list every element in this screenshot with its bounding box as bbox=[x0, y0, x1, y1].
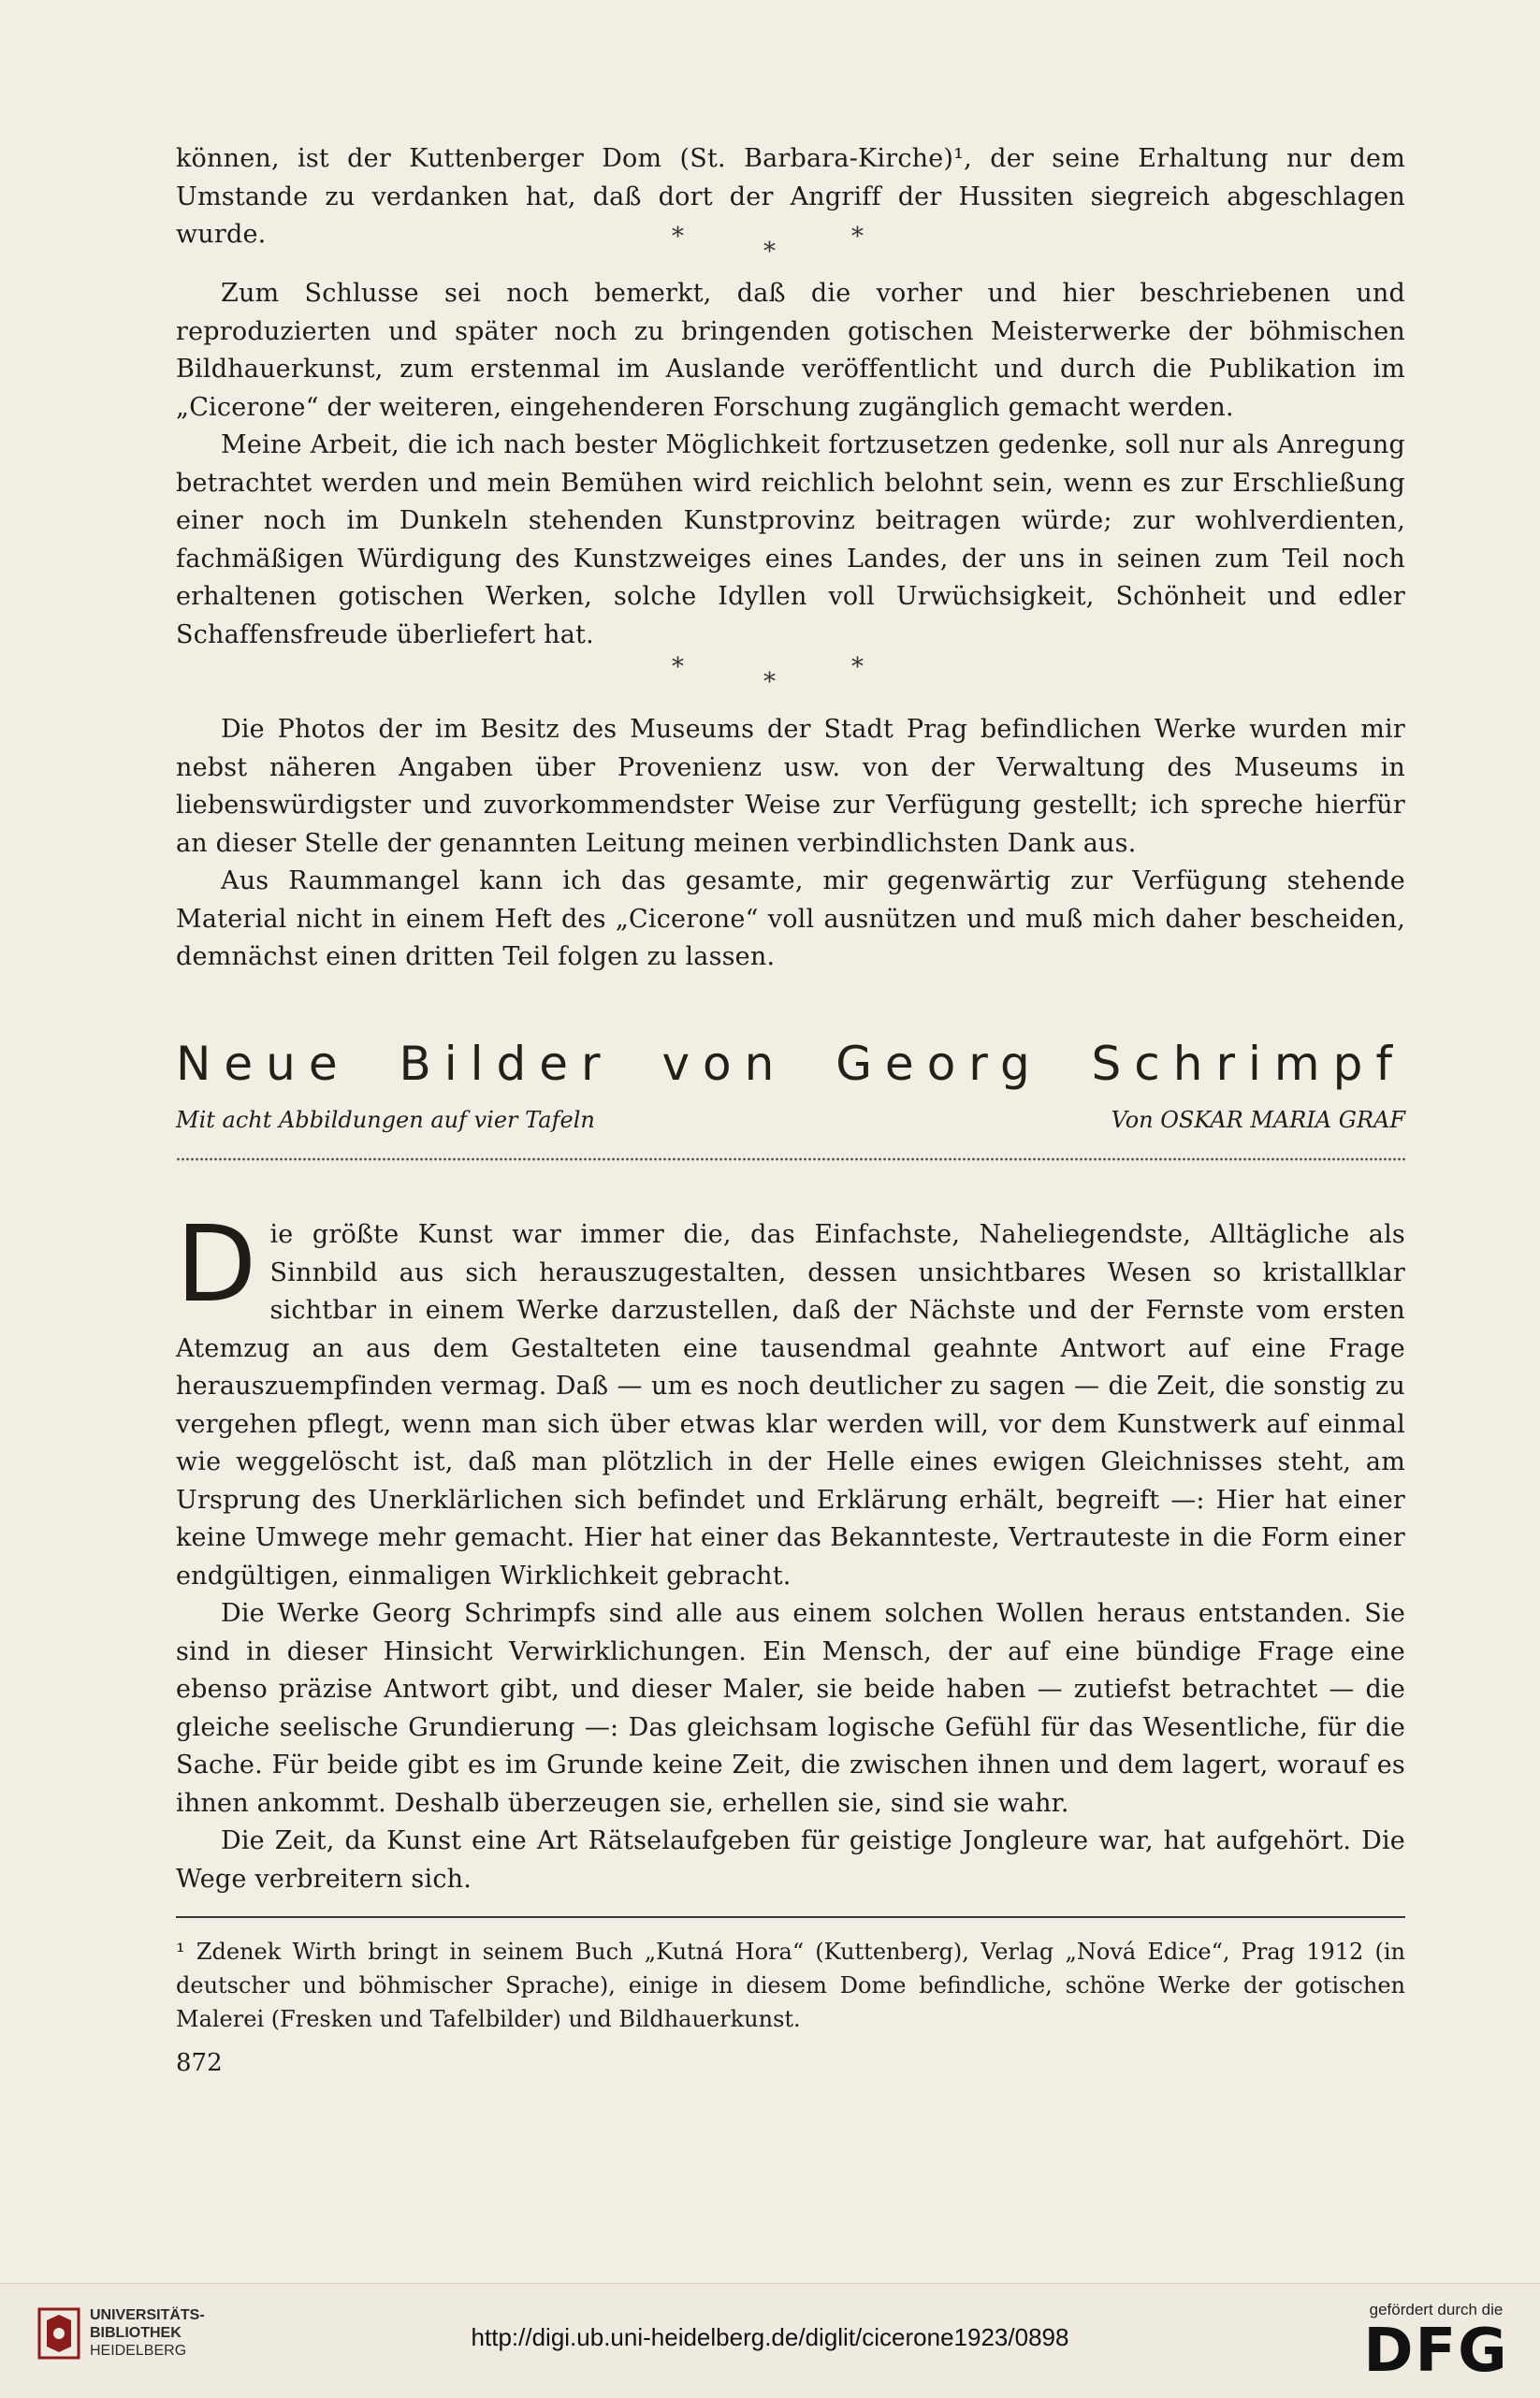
paragraph: Meine Arbeit, die ich nach bester Möglichkeit fortzusetzen gedenke, soll nur als Anregung betrachtet werden und mein Bemühen wird reichlich belohnt sein, wenn es zur Erschließung einer noch im Dunkeln stehenden Kunstprovinz beitragen würde; zur wohlverdienten, fachmäßigen Würdigung des Kunstzweiges eines Landes, der uns in seinen zum Teil noch erhaltenen gotischen Werken, solche Idyllen voll Urwüchsigkeit, Schönheit und edler Schaffensfreude überliefert hat. bbox=[176, 430, 1405, 649]
dfg-logo[interactable]: DFG bbox=[1363, 2317, 1509, 2386]
title-word: Bilder bbox=[399, 1037, 614, 1091]
separator-star: * bbox=[851, 653, 864, 681]
article-byline bbox=[176, 1107, 1405, 1133]
viewer-footer bbox=[0, 2283, 1540, 2398]
title-word: Georg bbox=[835, 1037, 1043, 1091]
section-separator bbox=[176, 653, 1405, 696]
paragraph: Die Photos der im Besitz des Museums der Stadt Prag befindlichen Werke wurden mir nebst näheren Angaben über Provenienz usw. von der Verwaltung des Museums in liebenswürdigster und zuvorkommendster Weise zur Verfügung gestellt; ich spreche hierfür an dieser Stelle der genannten Leitung meinen verbindlichsten Dank aus. bbox=[176, 715, 1405, 858]
paragraph: Aus Raummangel kann ich das gesamte, mir gegenwärtig zur Verfügung stehende Material nicht in einem Heft des „Cicerone“ voll ausnützen und muß mich daher bescheiden, demnächst einen dritten Teil folgen zu lassen. bbox=[176, 866, 1405, 971]
separator-star: * bbox=[851, 223, 864, 251]
article-author: Von OSKAR MARIA GRAF bbox=[1111, 1107, 1405, 1133]
dotted-divider bbox=[176, 1156, 1405, 1162]
article-body bbox=[176, 1204, 1405, 1898]
text-block-acknowledgements bbox=[176, 711, 1405, 977]
section-separator bbox=[176, 223, 1405, 266]
title-word: von bbox=[661, 1037, 788, 1091]
separator-star: * bbox=[763, 668, 776, 696]
separator-star: * bbox=[672, 653, 684, 681]
title-word: Neue bbox=[176, 1037, 351, 1091]
paragraph bbox=[176, 1204, 1405, 1595]
separator-star: * bbox=[763, 238, 776, 266]
funder-block bbox=[1357, 2301, 1516, 2386]
paragraph: Die Werke Georg Schrimpfs sind alle aus einem solchen Wollen heraus entstanden. Sie sind in dieser Hinsicht Verwirklichungen. Ein Mensch, der auf eine bündige Frage eine ebenso präzise Antwort gibt, und dieser Maler, sie beide haben — zutiefst betrachtet — die gleiche seelische Grundierung —: Das gleichsam logische Gefühl für das Wesentliche, für die Sache. Für beide gibt es im Grunde keine Zeit, die zwischen ihnen und dem lagert, worauf es ihnen ankommt. Deshalb überzeugen sie, erhellen sie, sind sie wahr. bbox=[176, 1599, 1405, 1818]
page-number: 872 bbox=[176, 2049, 223, 2077]
drop-cap: D bbox=[176, 1204, 257, 1326]
paragraph: Zum Schlusse sei noch bemerkt, daß die vorher und hier beschriebenen und reproduzierten und später noch zu bringenden gotischen Meisterwerke der böhmischen Bildhauerkunst, zum erstenmal im Auslande veröffentlicht und durch die Publikation im „Cicerone“ der weiteren, eingehenderen Forschung zugänglich gemacht werden. bbox=[176, 279, 1405, 422]
paragraph: können, ist der Kuttenberger Dom (St. Barbara-Kirche)¹, der seine Erhaltung nur dem Umstande zu verdanken hat, daß dort der Angriff der Hussiten siegreich abgeschlagen wurde. bbox=[176, 144, 1405, 249]
footnote-divider bbox=[176, 1916, 1405, 1918]
paragraph-text: ie größte Kunst war immer die, das Einfachste, Naheliegendste, Alltägliche als Sinnbild aus sich herauszugestalten, dessen unsichtbares Wesen so kristallklar sichtbar in einem Werke darzustellen, daß der Nächste und der Fernste vom ersten Atemzug an aus dem Gestalteten eine tausendmal geahnte Antwort auf eine Frage herauszuempfinden vermag. Daß — um es noch deutlicher zu sagen — die Zeit, die sonstig zu vergehen pflegt, wenn man sich über etwas klar werden will, vor dem Kunstwerk auf einmal wie weggelöscht ist, daß man plötzlich in der Helle eines ewigen Gleichnisses steht, am Ursprung des Unerklärlichen sich befindet und Erklärung erhält, begreift —: Hier hat einer keine Umwege mehr gemacht. Hier hat einer das Bekannteste, Vertrauteste in die Form einer endgültigen, einmaligen Wirklichkeit gebracht. bbox=[176, 1220, 1405, 1591]
paragraph: Die Zeit, da Kunst eine Art Rätselaufgeben für geistige Jongleure war, hat aufgehört. Die Wege verbreitern sich. bbox=[176, 1826, 1405, 1894]
article-subtitle: Mit acht Abbildungen auf vier Tafeln bbox=[176, 1107, 595, 1133]
text-block-closing bbox=[176, 275, 1405, 654]
footnote: ¹ Zdenek Wirth bringt in seinem Buch „Kutná Hora“ (Kuttenberg), Verlag „Nová Edice“, Prag 1912 (in deutscher und böhmischer Sprache), einige in diesem Dome befindliche, schöne Werke der gotischen Malerei (Fresken und Tafelbilder) und Bildhauerkunst. bbox=[176, 1939, 1405, 2032]
title-word: Schrimpf bbox=[1091, 1037, 1405, 1091]
article-title bbox=[176, 1037, 1405, 1091]
permalink-url[interactable]: http://digi.ub.uni-heidelberg.de/diglit/cicerone1923/0898 bbox=[471, 2323, 1069, 2351]
separator-star: * bbox=[672, 223, 684, 251]
funding-note: gefördert durch die bbox=[1369, 2301, 1504, 2318]
library-name: UNIVERSITÄTS- BIBLIOTHEK HEIDELBERG bbox=[90, 2307, 205, 2359]
